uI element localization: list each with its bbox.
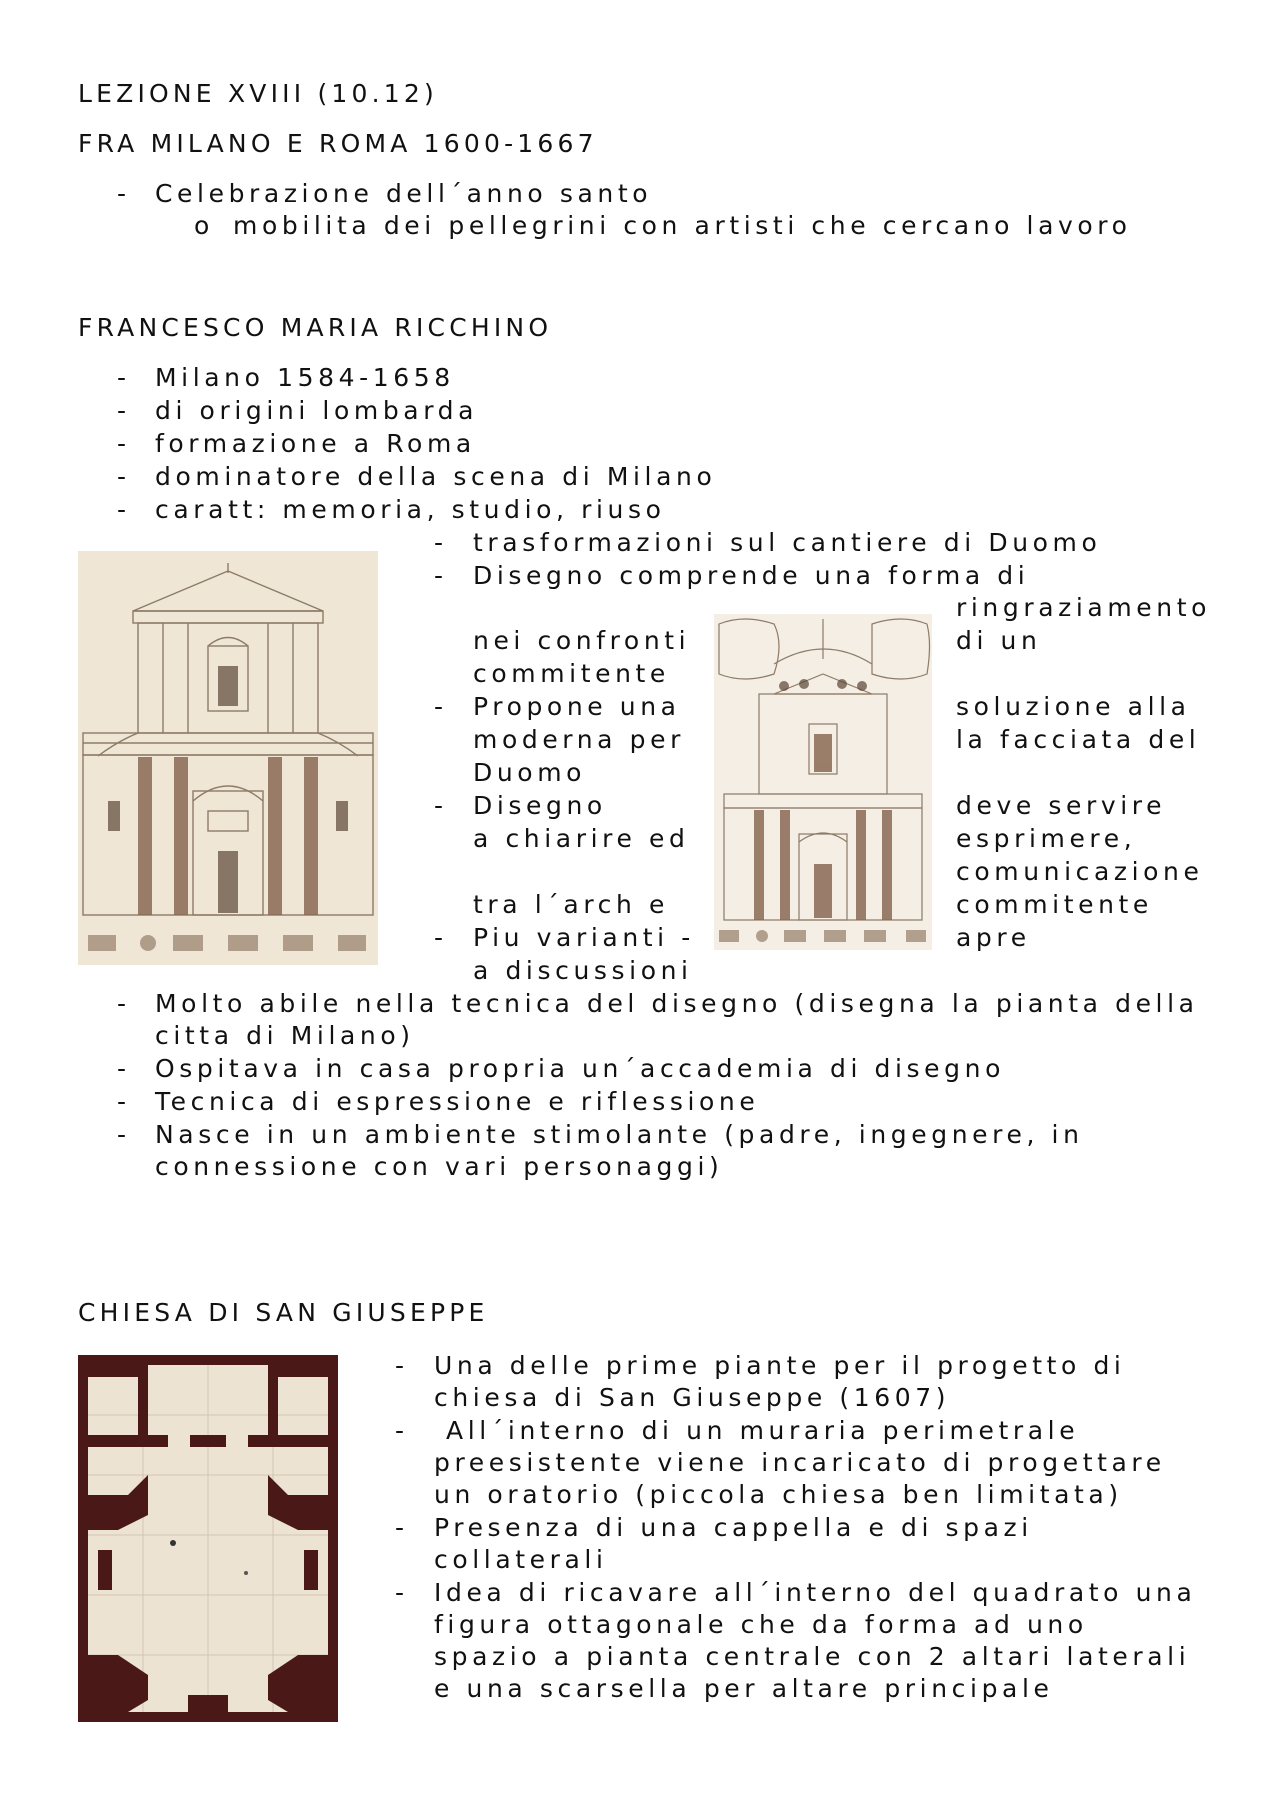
bullet-item: Tecnica di espressione e riflessione <box>155 1087 760 1116</box>
sub-bullet-text: commitente <box>473 659 670 688</box>
sub-dash: - <box>434 923 444 952</box>
section-heading-san-giuseppe: CHIESA DI SAN GIUSEPPE <box>78 1298 489 1327</box>
sub-bullet-text: moderna per <box>473 725 685 754</box>
sub-bullet-text: comunicazione <box>956 857 1204 886</box>
bullet-item: dominatore della scena di Milano <box>155 462 717 491</box>
bullet-dash: - <box>117 179 127 208</box>
sub-dash: - <box>434 528 444 557</box>
lecture-subtitle: FRA MILANO E ROMA 1600-1667 <box>78 129 598 158</box>
sub-dash: - <box>395 1578 405 1607</box>
bullet-item: Molto abile nella tecnica del disegno (disegna la pianta della <box>155 989 1199 1018</box>
sub-bullet-text: ringraziamento <box>956 593 1212 622</box>
sub-bullet-text: nei confronti <box>473 626 691 655</box>
plan-text: Idea di ricavare all´interno del quadrato una <box>434 1578 1197 1607</box>
sub-dash: - <box>395 1351 405 1380</box>
plan-text: All´interno di un muraria perimetrale <box>446 1416 1080 1445</box>
sub-bullet-text: a discussioni <box>473 956 693 985</box>
bullet-dash: - <box>117 1087 127 1116</box>
sub-bullet-text: la facciata del <box>956 725 1201 754</box>
plan-text: e una scarsella per altare principale <box>434 1674 1054 1703</box>
sub-bullet-text: tra l´arch e <box>473 890 669 919</box>
bullet-dash: - <box>117 989 127 1018</box>
plan-text: figura ottagonale che da forma ad uno <box>434 1610 1088 1639</box>
bullet-item: caratt: memoria, studio, riuso <box>155 495 666 524</box>
bullet-dash: - <box>117 396 127 425</box>
bullet-item: Ospitava in casa propria un´accademia di disegno <box>155 1054 1005 1083</box>
sub-bullet-marker: o <box>194 211 214 240</box>
sub-dash: - <box>395 1513 405 1542</box>
bullet-item: Nasce in un ambiente stimolante (padre, ingegnere, in <box>155 1120 1084 1149</box>
bullet-dash: - <box>117 495 127 524</box>
sub-bullet-text: di un <box>956 626 1042 655</box>
sub-dash: - <box>434 561 444 590</box>
church-plan-drawing-image <box>78 1355 338 1722</box>
sub-dash: - <box>434 791 444 820</box>
sub-dash: - <box>434 692 444 721</box>
plan-text: Una delle prime piante per il progetto di <box>434 1351 1126 1380</box>
bullet-dash: - <box>117 1120 127 1149</box>
bullet-dash: - <box>117 462 127 491</box>
bullet-anno-santo: Celebrazione dell´anno santo <box>155 179 653 208</box>
sub-bullet-text: commitente <box>956 890 1153 919</box>
plan-text: chiesa di San Giuseppe (1607) <box>434 1383 951 1412</box>
sub-bullet-text: Disegno <box>473 791 607 820</box>
section-heading-ricchino: FRANCESCO MARIA RICCHINO <box>78 313 553 342</box>
bullet-item: citta di Milano) <box>155 1021 415 1050</box>
bullet-item: formazione a Roma <box>155 429 476 458</box>
facade-drawing-1-image <box>78 551 378 965</box>
sub-bullet-text: trasformazioni sul cantiere di Duomo <box>473 528 1102 557</box>
sub-bullet-pellegrini: mobilita dei pellegrini con artisti che cercano lavoro <box>233 211 1132 240</box>
lecture-title: LEZIONE XVIII (10.12) <box>78 79 438 108</box>
sub-bullet-text: Duomo <box>473 758 587 787</box>
sub-bullet-text: esprimere, <box>956 824 1137 853</box>
plan-text: preesistente viene incaricato di progettare <box>434 1448 1166 1477</box>
sub-dash: - <box>395 1416 405 1445</box>
bullet-item: Milano 1584-1658 <box>155 363 455 392</box>
bullet-dash: - <box>117 429 127 458</box>
sub-bullet-text: apre <box>956 923 1031 952</box>
facade-drawing-2-image <box>714 614 932 950</box>
plan-text: un oratorio (piccola chiesa ben limitata) <box>434 1480 1123 1509</box>
sub-bullet-text: deve servire <box>956 791 1167 820</box>
sub-bullet-text: a chiarire ed <box>473 824 690 853</box>
sub-bullet-text: Disegno comprende una forma di <box>473 561 1030 590</box>
bullet-item: connessione con vari personaggi) <box>155 1152 724 1181</box>
bullet-dash: - <box>117 1054 127 1083</box>
bullet-dash: - <box>117 363 127 392</box>
bullet-item: di origini lombarda <box>155 396 479 425</box>
plan-text: Presenza di una cappella e di spazi <box>434 1513 1033 1542</box>
sub-bullet-text: soluzione alla <box>956 692 1191 721</box>
plan-text: collaterali <box>434 1545 608 1574</box>
plan-text: spazio a pianta centrale con 2 altari laterali <box>434 1642 1191 1671</box>
sub-bullet-text: Propone una <box>473 692 681 721</box>
sub-bullet-text: Piu varianti - <box>473 923 695 952</box>
